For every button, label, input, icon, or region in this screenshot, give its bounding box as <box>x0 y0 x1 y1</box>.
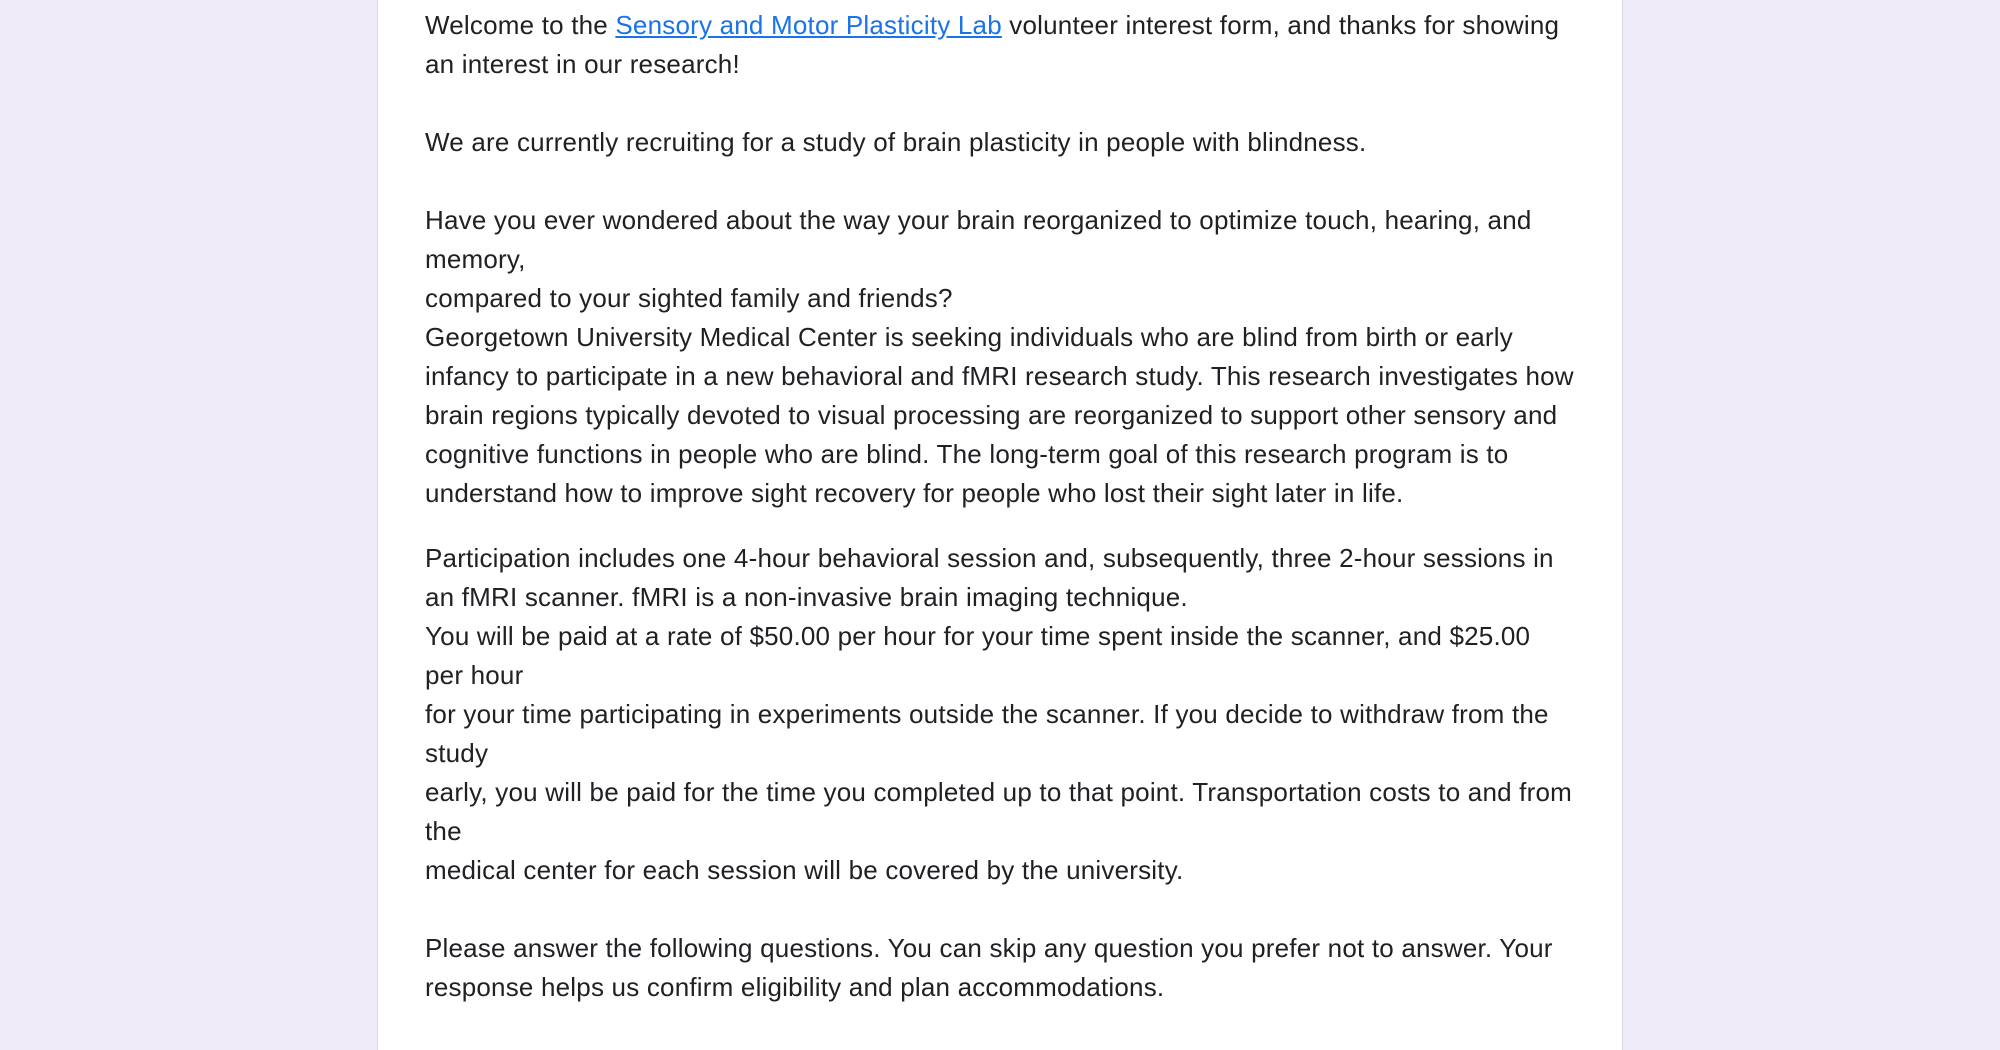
study-description-paragraph: Georgetown University Medical Center is seeking individuals who are blind from birth or early infancy to participate in a new behavioral and fMRI research study. This research investigates how brain regions typically devoted to visual processing are reorganized to support other sensory and cognitive functions in people who are blind. The long-term goal of this research program is to understand how to improve sight recovery for people who lost their sight later in life. <box>425 322 1574 508</box>
payment-line-3: early, you will be paid for the time you completed up to that point. Transportation costs to and from the <box>425 777 1572 846</box>
paragraph-spacer <box>425 890 1575 929</box>
instructions-paragraph: Please answer the following questions. You can skip any question you prefer not to answer. Your response helps us confirm eligibility and plan accommodations. <box>425 933 1553 1002</box>
payment-line-4: medical center for each session will be covered by the university. <box>425 855 1184 885</box>
recruiting-paragraph: We are currently recruiting for a study of brain plasticity in people with blindness. <box>425 127 1367 157</box>
question-line-1: Have you ever wondered about the way your brain reorganized to optimize touch, hearing, and memory, <box>425 205 1532 274</box>
intro-prefix: Welcome to the <box>425 10 616 40</box>
lab-link[interactable]: Sensory and Motor Plasticity Lab <box>615 10 1002 40</box>
intro-paragraph <box>425 6 1575 84</box>
form-card <box>377 0 1623 1050</box>
form-description <box>425 6 1575 1007</box>
intro-suffix: volunteer interest form, and thanks for showing an interest in our research! <box>425 10 1560 79</box>
paragraph-spacer <box>425 162 1575 201</box>
participation-paragraph: Participation includes one 4-hour behavioral session and, subsequently, three 2-hour sessions in an fMRI scanner. fMRI is a non-invasive brain imaging technique. <box>425 543 1554 612</box>
paragraph-spacer <box>425 513 1575 539</box>
payment-line-2: for your time participating in experiments outside the scanner. If you decide to withdraw from the study <box>425 699 1549 768</box>
paragraph-spacer <box>425 84 1575 123</box>
payment-line-1: You will be paid at a rate of $50.00 per hour for your time spent inside the scanner, and $25.00 per hour <box>425 621 1531 690</box>
question-line-2: compared to your sighted family and friends? <box>425 283 953 313</box>
